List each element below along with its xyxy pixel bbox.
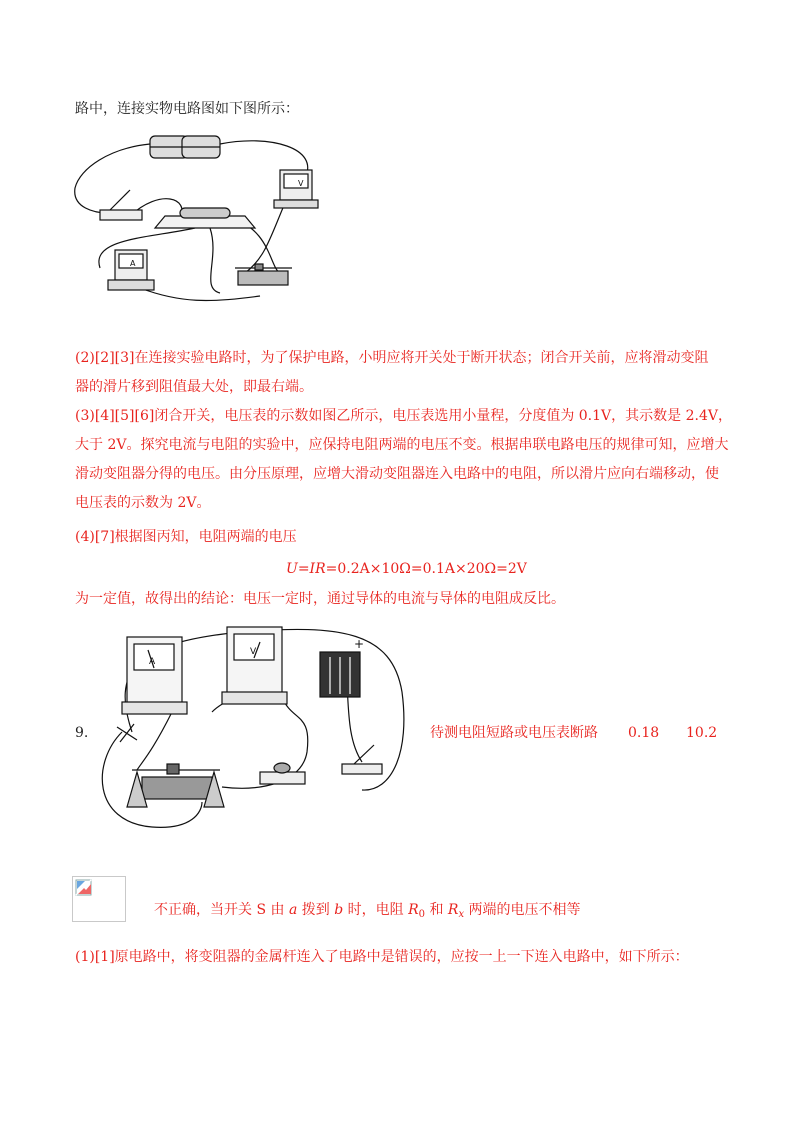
figure1-ammeter-label: A <box>130 259 136 268</box>
formula <box>286 560 527 578</box>
formula-u: U <box>286 561 298 577</box>
question-9-number: 9. <box>75 725 89 741</box>
figure2-voltmeter-label: V <box>250 647 257 657</box>
intro-line: 路中，连接实物电路图如下图所示： <box>75 101 299 117</box>
ammeter <box>122 637 187 714</box>
para3-line1: (3)[4][5][6]闭合开关，电压表的示数如图乙所示，电压表选用小量程，分度值为 0.1V，其示数是 2.4V， <box>75 408 732 424</box>
rheostat <box>235 264 292 285</box>
battery-pack <box>150 136 220 158</box>
broken-image-icon <box>75 879 93 897</box>
resistor <box>260 763 305 784</box>
formula-ir: IR <box>309 561 326 577</box>
figure2-battery-plus-label: + <box>354 637 365 651</box>
formula-rest: =0.2A×10Ω=0.1A×20Ω=2V <box>325 561 527 577</box>
voltmeter <box>222 627 287 704</box>
para3-line3: 滑动变阻器分得的电压。由分压原理，应增大滑动变阻器连入电路中的电阻，所以滑片应向右端移动，使 <box>75 466 719 482</box>
para4-line2: 为一定值，故得出的结论：电压一定时，通过导体的电流与导体的电阻成反比。 <box>75 591 565 607</box>
para3-line4: 电压表的示数为 2V。 <box>75 495 211 511</box>
figure2-ammeter-label: A <box>149 657 156 667</box>
battery <box>320 652 360 697</box>
meter-left <box>108 250 154 290</box>
circuit-figure-2 <box>92 612 412 832</box>
para5-line1: (1)[1]原电路中，将变阻器的金属杆连入了电路中是错误的，应按一上一下连入电路中，如下所示： <box>75 949 689 965</box>
question-9-answer-3: 10.2 <box>686 725 718 741</box>
formula-eq: = <box>297 561 310 577</box>
switch <box>342 745 382 774</box>
figure1-voltmeter-label: V <box>298 179 304 188</box>
meter-right <box>274 170 318 208</box>
para2-line1: (2)[2][3]在连接实验电路时，为了保护电路，小明应将开关处于断开状态；闭合开关前，应将滑动变阻 <box>75 350 709 366</box>
resistor-board <box>155 208 255 228</box>
answer-line: 不正确，当开关 S 由 a 拨到 b 时，电阻 $R_0$ 和 $R_x$ 两端的电压不相等 <box>154 902 581 920</box>
question-9-answer-2: 0.18 <box>628 725 660 741</box>
question-9-answer-1: 待测电阻短路或电压表断路 <box>430 725 598 741</box>
circuit-figure-1 <box>70 128 330 308</box>
rheostat <box>127 764 224 807</box>
switch <box>100 190 142 220</box>
para4-line1: (4)[7]根据图丙知，电阻两端的电压 <box>75 529 297 545</box>
para2-line2: 器的滑片移到阻值最大处，即最右端。 <box>75 379 313 395</box>
para3-line2: 大于 2V。探究电流与电阻的实验中，应保持电阻两端的电压不变。根据串联电路电压的规律可知，应增大 <box>75 437 729 453</box>
broken-image-placeholder <box>72 876 126 922</box>
